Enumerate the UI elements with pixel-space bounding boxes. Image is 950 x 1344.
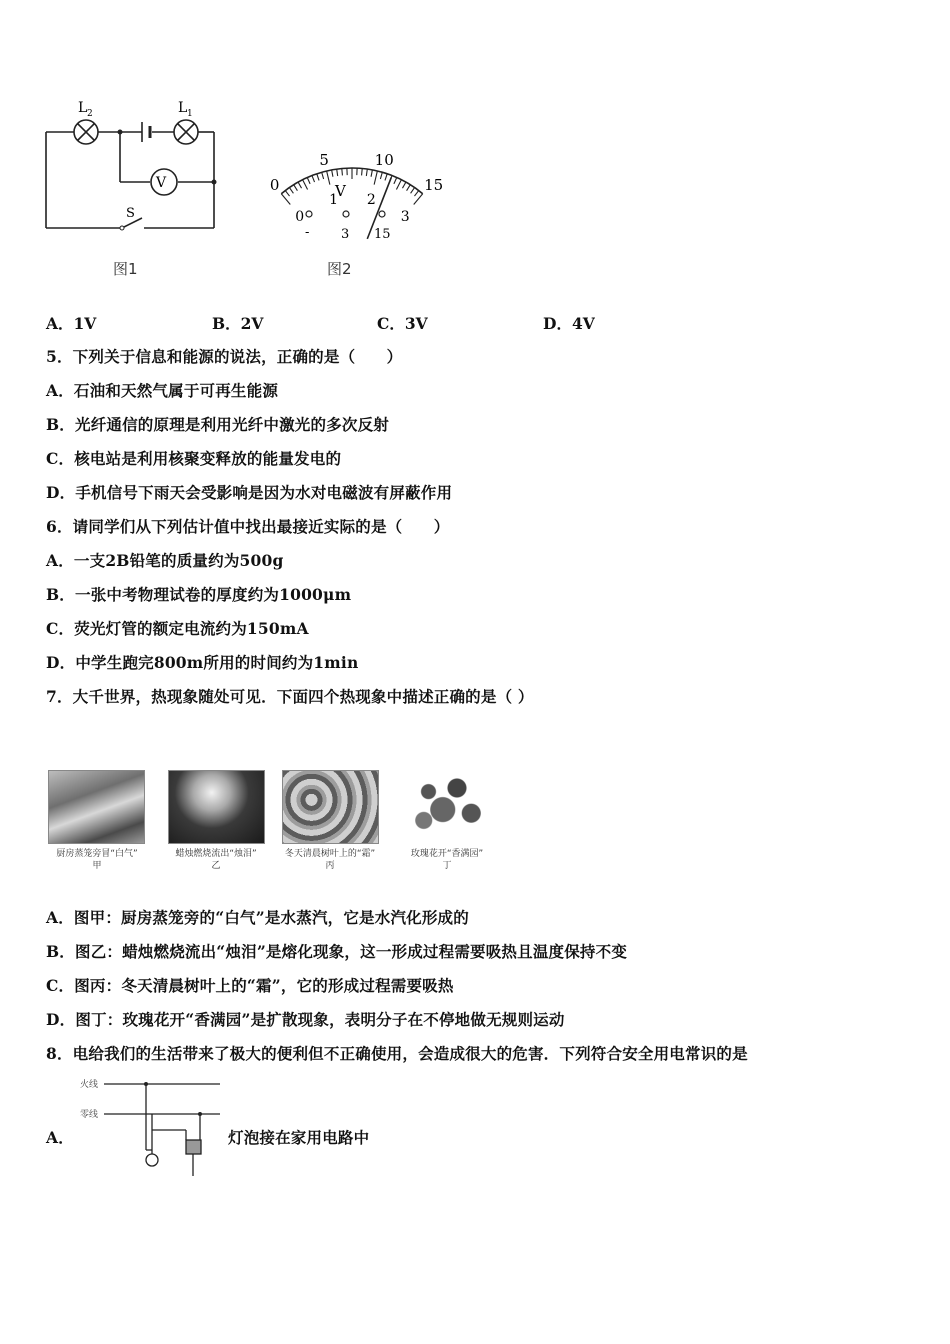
caption-candle: 蜡烛燃烧流出“烛泪” [175,849,257,859]
inner-scale-label: 2 [366,192,376,209]
q4-option-c[interactable]: C．3V [377,314,428,333]
q7-option-b[interactable]: B．图乙：蜡烛燃烧流出“烛泪”是熔化现象，这一形成过程需要吸热且温度保持不变 [46,942,628,961]
household-circuit-diagram [78,1074,223,1180]
q8-stem: 8．电给我们的生活带来了极大的便利但不正确使用，会造成很大的危害．下列符合安全用电常识的是 [46,1044,748,1063]
q5-option-c[interactable]: C．核电站是利用核聚变释放的能量发电的 [46,449,342,468]
q6-option-c[interactable]: C．荧光灯管的额定电流约为150mA [46,619,309,638]
inner-scale-label: 1 [329,192,339,209]
q5-option-b[interactable]: B．光纤通信的原理是利用光纤中激光的多次反射 [46,415,390,434]
q5-option-a[interactable]: A．石油和天然气属于可再生能源 [46,381,279,400]
lamp-l2-label: L [78,100,88,116]
q4-option-a[interactable]: A．1V [46,314,97,333]
caption-tag-ding: 丁 [442,861,452,871]
q7-option-c[interactable]: C．图丙：冬天清晨树叶上的“霜”，它的形成过程需要吸热 [46,976,454,995]
inner-scale-label: 0 [295,209,305,226]
outer-scale-label: 10 [374,151,394,170]
unit-symbol: V [335,182,346,200]
q6-option-a[interactable]: A．一支2B铅笔的质量约为500g [46,551,284,570]
q8-option-a-text[interactable]: 灯泡接在家用电路中 [228,1128,370,1147]
lamp-l2-subscript: 2 [87,109,93,119]
caption-frost: 冬天清晨树叶上的“霜” [284,849,376,859]
voltmeter-symbol: V [156,175,167,191]
photo-rose-flowers [400,770,495,842]
caption-tag-jia: 甲 [92,861,102,871]
switch-label: S [126,206,135,221]
terminal-3: 3 [341,227,350,242]
q6-stem: 6．请同学们从下列估计值中找出最接近实际的是（ ） [46,517,450,536]
q4-option-b[interactable]: B．2V [212,314,264,333]
photo-candle [168,770,265,844]
inner-scale-label: 3 [400,209,410,226]
live-wire-label: 火线 [80,1080,99,1090]
outer-scale-label: 5 [319,151,329,170]
q5-option-d[interactable]: D．手机信号下雨天会受影响是因为水对电磁波有屏蔽作用 [46,483,453,502]
terminal-minus: - [305,225,310,240]
circuit-diagram-fig1 [40,92,225,242]
terminal-15: 15 [374,227,391,242]
q6-option-d[interactable]: D．中学生跑完800m所用的时间约为1min [46,653,359,672]
lamp-l1-label: L [178,100,188,116]
fig2-caption: 图2 [327,260,352,278]
caption-rose: 玫瑰花开“香满园” [410,849,484,859]
neutral-wire-label: 零线 [80,1110,99,1120]
outer-scale-label: 0 [269,176,280,195]
fig1-caption: 图1 [113,260,138,278]
outer-scale-label: 15 [424,176,444,195]
q7-option-d[interactable]: D．图丁：玫瑰花开“香满园”是扩散现象，表明分子在不停地做无规则运动 [46,1010,565,1029]
voltmeter-dial-fig2 [240,108,470,248]
q6-option-b[interactable]: B．一张中考物理试卷的厚度约为1000μm [46,585,352,604]
caption-steamer: 厨房蒸笼旁冒“白气” [56,849,138,859]
photo-steamer [48,770,145,844]
caption-tag-bing: 丙 [325,861,335,871]
lamp-l1-subscript: 1 [187,109,193,119]
caption-tag-yi: 乙 [211,861,221,871]
q4-option-d[interactable]: D．4V [543,314,595,333]
q7-option-a[interactable]: A．图甲：厨房蒸笼旁的“白气”是水蒸汽，它是水汽化形成的 [46,908,469,927]
q7-stem: 7．大千世界，热现象随处可见．下面四个热现象中描述正确的是（ ） [46,687,534,706]
q5-stem: 5．下列关于信息和能源的说法，正确的是（ ） [46,347,403,366]
photo-frost-leaves [282,770,379,844]
q8-option-a-label[interactable]: A． [46,1128,74,1147]
